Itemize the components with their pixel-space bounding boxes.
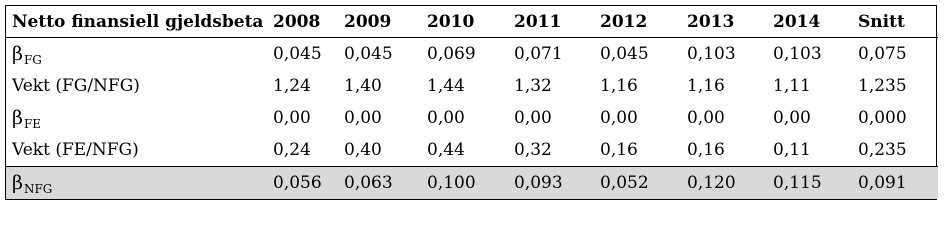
table-cell: 1,16 — [600, 76, 638, 96]
table-cell: 0,103 — [773, 44, 822, 64]
table-cell: 1,11 — [773, 76, 811, 96]
table-cell: 1,16 — [687, 76, 725, 96]
header-col-2010: 2010 — [427, 6, 514, 38]
table-cell: 0,115 — [773, 167, 858, 200]
header-label: Netto finansiell gjeldsbeta — [6, 6, 273, 38]
header-col-snitt: Snitt — [858, 6, 938, 38]
table-cell: 0,32 — [514, 140, 552, 160]
table-cell: 1,40 — [344, 76, 382, 96]
header-col-2008: 2008 — [273, 6, 344, 38]
table-cell: 0,00 — [514, 108, 552, 128]
table-cell: 1,44 — [427, 76, 465, 96]
row-label-beta-fg — [6, 38, 273, 71]
table-cell: 0,120 — [687, 167, 773, 200]
header-col-2014: 2014 — [773, 6, 858, 38]
table-cell: 0,00 — [273, 108, 311, 128]
table-cell: 0,00 — [773, 108, 811, 128]
table-row-beta-fg — [6, 38, 938, 71]
row-label-beta-fe — [6, 102, 273, 134]
table-row-beta-nfg — [6, 167, 938, 200]
header-col-2012: 2012 — [600, 6, 687, 38]
table-cell: 0,045 — [273, 44, 322, 64]
row-label-beta-nfg — [6, 167, 273, 200]
header-col-2009: 2009 — [344, 6, 427, 38]
beta-subscript: FE — [23, 117, 42, 131]
beta-symbol: β — [12, 107, 23, 129]
table-cell: 0,00 — [600, 108, 638, 128]
header-col-2011: 2011 — [514, 6, 600, 38]
table-cell: 0,00 — [687, 108, 725, 128]
table-cell: 0,40 — [344, 140, 382, 160]
table-cell: 0,063 — [344, 167, 427, 200]
table-cell: 0,093 — [514, 167, 600, 200]
table-row-vekt-fe-nfg — [6, 134, 938, 167]
row-label-vekt-fe-nfg: Vekt (FE/NFG) — [12, 140, 139, 160]
table-cell: 0,045 — [344, 44, 393, 64]
table-cell: 0,16 — [687, 140, 725, 160]
table-cell: 0,16 — [600, 140, 638, 160]
table-row-vekt-fg-nfg — [6, 70, 938, 102]
table-cell: 0,045 — [600, 44, 649, 64]
table-cell: 1,24 — [273, 76, 311, 96]
table-cell: 0,44 — [427, 140, 465, 160]
beta-subscript: NFG — [23, 182, 53, 196]
table-cell: 0,071 — [514, 44, 563, 64]
table-cell: 0,100 — [427, 167, 514, 200]
beta-subscript: FG — [23, 53, 42, 67]
table-cell: 0,00 — [427, 108, 465, 128]
table-cell: 0,00 — [344, 108, 382, 128]
beta-table — [6, 6, 938, 199]
table-row-beta-fe — [6, 102, 938, 134]
table-cell: 0,069 — [427, 44, 476, 64]
table-header-row — [6, 6, 938, 38]
beta-table-container — [5, 5, 937, 200]
table-cell: 0,24 — [273, 140, 311, 160]
table-cell: 0,11 — [773, 140, 811, 160]
table-cell: 0,103 — [687, 44, 736, 64]
beta-symbol: β — [12, 43, 23, 65]
table-cell: 0,052 — [600, 167, 687, 200]
table-cell: 0,000 — [858, 108, 907, 128]
table-cell: 1,32 — [514, 76, 552, 96]
table-cell: 0,056 — [273, 167, 344, 200]
table-cell: 0,235 — [858, 140, 907, 160]
row-label-vekt-fg-nfg: Vekt (FG/NFG) — [12, 76, 140, 96]
table-cell: 1,235 — [858, 76, 907, 96]
table-cell: 0,075 — [858, 44, 907, 64]
table-cell: 0,091 — [858, 167, 938, 200]
beta-symbol: β — [12, 172, 23, 194]
header-col-2013: 2013 — [687, 6, 773, 38]
